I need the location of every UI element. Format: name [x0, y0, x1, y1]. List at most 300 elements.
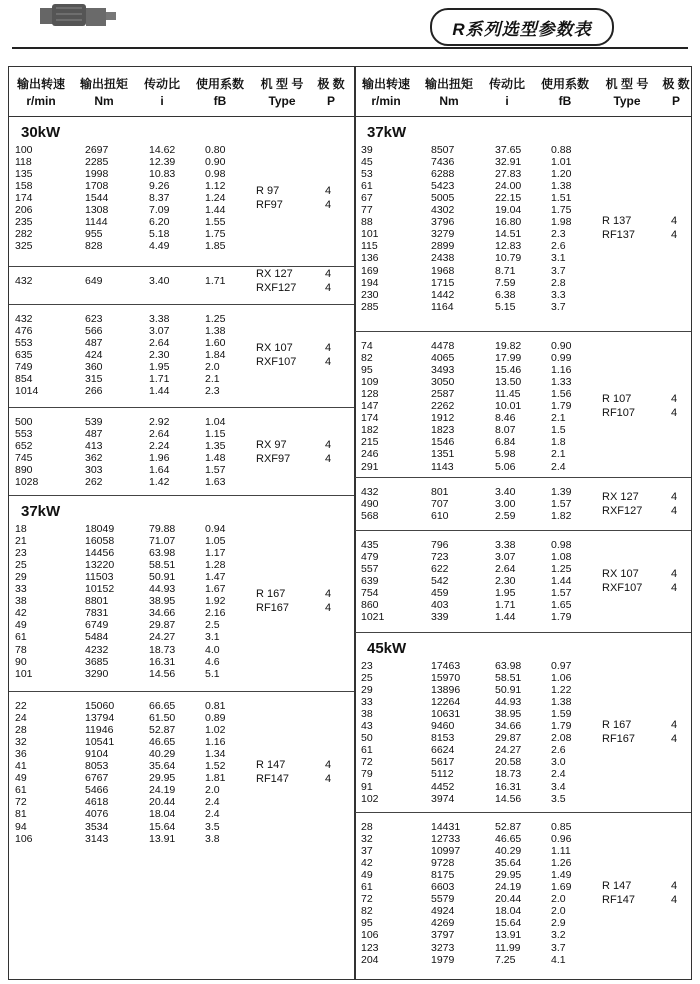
- pole-count: [671, 567, 677, 595]
- header-cell: [358, 76, 414, 110]
- ratio-cell: 15.64: [495, 917, 522, 930]
- service-factor-cell: 1.65: [551, 599, 572, 612]
- service-factor-cell: 3.0: [551, 756, 566, 769]
- ratio-cell: 18.04: [149, 808, 176, 821]
- service-factor-cell: 1.48: [205, 452, 226, 465]
- service-factor-cell: 1.57: [205, 464, 226, 477]
- table-row: [9, 168, 249, 180]
- torque-cell: 303: [85, 464, 103, 477]
- table-row: [9, 796, 249, 808]
- service-factor-cell: 1.33: [551, 376, 572, 389]
- table-row: [9, 547, 249, 559]
- ratio-cell: 5.98: [495, 448, 516, 461]
- model-type: [256, 184, 283, 212]
- torque-cell: 623: [85, 313, 103, 325]
- ratio-cell: 18.73: [149, 643, 176, 656]
- model-group: [9, 117, 354, 267]
- table-row: [355, 277, 595, 289]
- ratio-cell: 2.30: [149, 349, 170, 362]
- torque-cell: 828: [85, 240, 103, 253]
- table-row: [9, 784, 249, 796]
- torque-cell: 2587: [431, 388, 455, 401]
- table-row: [9, 607, 249, 619]
- torque-cell: 2697: [85, 144, 109, 156]
- speed-cell: 45: [361, 156, 373, 169]
- table-row: [355, 424, 595, 436]
- ratio-cell: 35.64: [149, 760, 176, 773]
- torque-cell: 1442: [431, 288, 455, 301]
- table-row: [9, 644, 249, 656]
- service-factor-cell: 1.16: [205, 736, 226, 749]
- model-group: [355, 633, 691, 813]
- header-cell: [482, 76, 532, 110]
- table-row: [355, 833, 595, 845]
- ratio-cell: 1.71: [149, 373, 170, 386]
- speed-cell: 282: [15, 228, 33, 241]
- speed-cell: 115: [361, 240, 378, 253]
- torque-cell: 15060: [85, 700, 115, 712]
- torque-cell: 6603: [431, 881, 455, 894]
- table-row: [355, 144, 595, 156]
- table-row: [9, 808, 249, 820]
- speed-cell: 29: [361, 684, 373, 697]
- speed-cell: 77: [361, 204, 373, 217]
- speed-cell: 82: [361, 352, 373, 365]
- speed-cell: 169: [361, 264, 379, 277]
- pole-count: [325, 184, 331, 212]
- speed-cell: 749: [15, 361, 33, 374]
- table-row: [9, 760, 249, 772]
- pole-value: 4: [671, 582, 678, 595]
- model-type: [256, 341, 296, 369]
- model-type: [602, 567, 642, 595]
- pole-count: [671, 718, 677, 746]
- ratio-cell: 29.87: [495, 732, 522, 745]
- ratio-cell: 13.91: [495, 929, 522, 942]
- service-factor-cell: 1.02: [205, 724, 226, 737]
- model-type-label: RX 127: [256, 268, 293, 281]
- service-factor-cell: 1.75: [551, 204, 572, 217]
- table-row: [355, 575, 595, 587]
- service-factor-cell: 1.67: [205, 583, 226, 596]
- service-factor-cell: 3.1: [205, 631, 220, 644]
- ratio-cell: 20.44: [495, 893, 522, 906]
- ratio-cell: 1.44: [495, 611, 516, 624]
- torque-cell: 3273: [431, 941, 455, 954]
- torque-cell: 3534: [85, 820, 109, 833]
- service-factor-cell: 1.38: [205, 325, 226, 338]
- header-unit: r/min: [371, 94, 401, 108]
- table-row: [9, 656, 249, 668]
- model-type-label: RXF97: [256, 453, 291, 466]
- speed-cell: 61: [15, 631, 27, 644]
- pole-count: [671, 879, 677, 907]
- model-type-label: RXF127: [602, 505, 643, 518]
- speed-cell: 38: [361, 708, 373, 721]
- ratio-cell: 1.71: [495, 599, 516, 612]
- torque-cell: 2438: [431, 252, 455, 265]
- model-group: [9, 692, 354, 981]
- table-row: [355, 672, 595, 684]
- table-row: [355, 744, 595, 756]
- ratio-cell: 12.83: [495, 240, 522, 253]
- service-factor-cell: 1.92: [205, 595, 226, 608]
- service-factor-cell: 1.24: [205, 192, 226, 205]
- torque-cell: 1998: [85, 168, 109, 181]
- table-row: [9, 583, 249, 595]
- speed-cell: 215: [361, 436, 379, 449]
- ratio-cell: 8.71: [495, 264, 516, 277]
- pole-count: [325, 267, 331, 295]
- table-row: [355, 660, 595, 672]
- ratio-cell: 3.07: [149, 325, 170, 338]
- model-type: [256, 587, 289, 615]
- table-row: [355, 364, 595, 376]
- speed-cell: 136: [361, 252, 379, 265]
- service-factor-cell: 3.3: [551, 288, 566, 301]
- model-type-label: RF167: [602, 733, 636, 746]
- ratio-cell: 20.58: [495, 756, 522, 769]
- torque-cell: 1143: [431, 460, 454, 473]
- ratio-cell: 29.95: [495, 869, 522, 882]
- service-factor-cell: 1.47: [205, 571, 226, 584]
- service-factor-cell: 1.63: [205, 476, 226, 489]
- service-factor-cell: 1.12: [205, 180, 226, 193]
- table-row: [9, 476, 249, 488]
- ratio-cell: 29.87: [149, 619, 176, 632]
- speed-cell: 106: [15, 832, 33, 845]
- service-factor-cell: 1.79: [551, 611, 572, 624]
- table-row: [355, 869, 595, 881]
- speed-cell: 568: [361, 510, 379, 523]
- speed-cell: 49: [15, 619, 27, 632]
- ratio-cell: 37.65: [495, 144, 522, 156]
- ratio-cell: 1.64: [149, 464, 170, 477]
- service-factor-cell: 1.04: [205, 416, 226, 428]
- ratio-cell: 34.66: [149, 607, 176, 620]
- torque-cell: 2285: [85, 156, 109, 169]
- speed-cell: 557: [361, 563, 379, 576]
- torque-cell: 8507: [431, 144, 455, 156]
- ratio-cell: 63.98: [495, 660, 522, 672]
- ratio-cell: 52.87: [495, 821, 522, 833]
- ratio-cell: 2.30: [495, 575, 516, 588]
- header-unit: r/min: [26, 94, 56, 108]
- torque-cell: 6624: [431, 744, 455, 757]
- page-title: R系列选型参数表: [430, 8, 614, 46]
- torque-cell: 12733: [431, 833, 461, 846]
- service-factor-cell: 3.1: [551, 252, 566, 265]
- torque-cell: 14456: [85, 547, 115, 560]
- torque-cell: 6767: [85, 772, 109, 785]
- ratio-cell: 16.31: [149, 655, 176, 668]
- torque-cell: 3493: [431, 364, 455, 377]
- speed-cell: 553: [15, 428, 33, 441]
- table-row: [355, 845, 595, 857]
- model-group: [355, 531, 691, 633]
- ratio-cell: 58.51: [149, 559, 176, 572]
- ratio-cell: 5.15: [495, 300, 516, 313]
- service-factor-cell: 1.8: [551, 436, 566, 449]
- speed-cell: 38: [15, 595, 27, 608]
- ratio-cell: 61.50: [149, 712, 176, 725]
- table-row: [9, 361, 249, 373]
- service-factor-cell: 1.98: [551, 216, 572, 229]
- gearmotor-icon: [40, 2, 120, 28]
- speed-cell: 72: [15, 796, 27, 809]
- model-type-label: R 147: [256, 759, 286, 772]
- torque-cell: 1144: [85, 216, 108, 229]
- service-factor-cell: 1.81: [205, 772, 226, 785]
- torque-cell: 9460: [431, 720, 455, 733]
- torque-cell: 5466: [85, 784, 109, 797]
- ratio-cell: 3.38: [495, 539, 516, 551]
- ratio-cell: 6.84: [495, 436, 516, 449]
- ratio-cell: 24.19: [495, 881, 522, 894]
- table-row: [9, 631, 249, 643]
- service-factor-cell: 1.51: [551, 192, 572, 205]
- torque-cell: 610: [431, 510, 449, 523]
- torque-cell: 315: [85, 373, 103, 386]
- table-row: [355, 768, 595, 780]
- model-type-label: R 167: [602, 719, 632, 732]
- speed-cell: 890: [15, 464, 33, 477]
- service-factor-cell: 4.6: [205, 655, 220, 668]
- ratio-cell: 16.31: [495, 780, 522, 793]
- header-cell: [659, 76, 693, 110]
- model-group: [9, 408, 354, 496]
- table-row: [355, 756, 595, 768]
- header-unit: Type: [268, 94, 296, 108]
- service-factor-cell: 0.85: [551, 821, 572, 833]
- model-type-label: RF97: [256, 199, 283, 212]
- service-factor-cell: 1.26: [551, 857, 572, 870]
- table-row: [355, 168, 595, 180]
- service-factor-cell: 0.88: [551, 144, 572, 156]
- ratio-cell: 11.45: [495, 388, 521, 401]
- ratio-cell: 2.64: [149, 337, 170, 350]
- header-cn: 极 数: [317, 77, 345, 91]
- table-row: [355, 240, 595, 252]
- torque-cell: 3796: [431, 216, 455, 229]
- speed-cell: 745: [15, 452, 33, 465]
- header-cell: [314, 76, 348, 110]
- ratio-cell: 46.65: [149, 736, 176, 749]
- table-row: [355, 252, 595, 264]
- speed-cell: 78: [15, 643, 27, 656]
- header-cell: [191, 76, 249, 110]
- header-unit: i: [505, 94, 509, 108]
- speed-cell: 49: [361, 869, 373, 882]
- ratio-cell: 1.44: [149, 385, 170, 398]
- speed-cell: 18: [15, 523, 27, 535]
- ratio-cell: 3.38: [149, 313, 170, 325]
- model-group: [9, 305, 354, 408]
- pole-count: [671, 490, 677, 518]
- model-group: [9, 267, 354, 305]
- model-group: [355, 478, 691, 531]
- speed-cell: 100: [15, 144, 33, 156]
- ratio-cell: 34.66: [495, 720, 522, 733]
- header-unit: Nm: [439, 94, 459, 108]
- service-factor-cell: 1.28: [205, 559, 226, 572]
- service-factor-cell: 2.1: [551, 412, 566, 425]
- model-type: [602, 490, 642, 518]
- torque-cell: 3143: [85, 832, 109, 845]
- torque-cell: 5112: [431, 768, 454, 781]
- torque-cell: 3279: [431, 228, 455, 241]
- ratio-cell: 3.07: [495, 551, 516, 564]
- header-cn: 输出扭矩: [424, 77, 473, 91]
- ratio-cell: 7.09: [149, 204, 170, 217]
- torque-cell: 9728: [431, 857, 455, 870]
- pole-value: 4: [671, 393, 678, 406]
- table-row: [9, 313, 249, 325]
- ratio-cell: 46.65: [495, 833, 522, 846]
- speed-cell: 158: [15, 180, 33, 193]
- ratio-cell: 16.80: [495, 216, 522, 229]
- service-factor-cell: 1.22: [551, 684, 572, 697]
- ratio-cell: 5.18: [149, 228, 170, 241]
- speed-cell: 476: [15, 325, 33, 338]
- pole-value: 4: [325, 185, 332, 198]
- model-type-label: R 147: [602, 880, 632, 893]
- service-factor-cell: 2.3: [205, 385, 220, 398]
- table-row: [9, 712, 249, 724]
- ratio-cell: 13.50: [495, 376, 522, 389]
- model-type-label: RX 107: [602, 568, 639, 581]
- table-row: [9, 440, 249, 452]
- model-type: [602, 214, 635, 242]
- model-type-label: RF137: [602, 229, 636, 242]
- speed-cell: 22: [15, 700, 27, 712]
- ratio-cell: 1.42: [149, 476, 170, 489]
- model-type-label: RXF107: [256, 356, 297, 369]
- model-type-label: RF167: [256, 602, 290, 615]
- service-factor-cell: 2.4: [551, 768, 566, 781]
- torque-cell: 413: [85, 440, 103, 453]
- torque-cell: 4302: [431, 204, 455, 217]
- table-row: [355, 942, 595, 954]
- ratio-cell: 7.25: [495, 953, 516, 966]
- model-type-label: R 97: [256, 185, 280, 198]
- ratio-cell: 6.20: [149, 216, 170, 229]
- power-rating: 37kW: [21, 503, 61, 520]
- speed-cell: 432: [361, 486, 379, 498]
- header-cn: 输出转速: [16, 77, 65, 91]
- table-row: [355, 156, 595, 168]
- ratio-cell: 13.91: [149, 832, 176, 845]
- table-row: [355, 857, 595, 869]
- service-factor-cell: 2.5: [205, 619, 220, 632]
- speed-cell: 182: [361, 424, 379, 437]
- ratio-cell: 52.87: [149, 724, 176, 737]
- torque-cell: 7831: [85, 607, 109, 620]
- table-row: [355, 684, 595, 696]
- table-row: [9, 416, 249, 428]
- torque-cell: 5579: [431, 893, 455, 906]
- table-row: [355, 563, 595, 575]
- speed-cell: 37: [361, 845, 373, 858]
- model-group: [355, 332, 691, 478]
- torque-cell: 1823: [431, 424, 455, 437]
- torque-cell: 487: [85, 428, 103, 441]
- speed-cell: 101: [361, 228, 379, 241]
- ratio-cell: 71.07: [149, 535, 176, 548]
- header-cell: [420, 76, 478, 110]
- torque-cell: 649: [85, 275, 103, 287]
- torque-cell: 5423: [431, 180, 455, 193]
- speed-cell: 41: [15, 760, 27, 773]
- ratio-cell: 8.46: [495, 412, 516, 425]
- torque-cell: 2262: [431, 400, 455, 413]
- pole-value: 4: [671, 568, 678, 581]
- ratio-cell: 29.95: [149, 772, 176, 785]
- ratio-cell: 14.56: [495, 792, 522, 805]
- torque-cell: 362: [85, 452, 103, 465]
- torque-cell: 13220: [85, 559, 115, 572]
- ratio-cell: 18.73: [495, 768, 522, 781]
- speed-cell: 95: [361, 364, 373, 377]
- ratio-cell: 7.59: [495, 276, 516, 289]
- header-cn: 传动比: [488, 77, 525, 91]
- speed-cell: 79: [361, 768, 373, 781]
- pole-count: [325, 438, 331, 466]
- speed-cell: 33: [361, 696, 373, 709]
- service-factor-cell: 1.11: [551, 845, 571, 858]
- header-cn: 机 型 号: [605, 77, 649, 91]
- speed-cell: 23: [15, 547, 27, 560]
- service-factor-cell: 1.25: [551, 563, 572, 576]
- pole-count: [325, 758, 331, 786]
- service-factor-cell: 0.90: [551, 340, 572, 352]
- service-factor-cell: 3.2: [551, 929, 566, 942]
- speed-cell: 639: [361, 575, 379, 588]
- table-row: [9, 204, 249, 216]
- torque-cell: 1164: [431, 300, 454, 313]
- torque-cell: 11946: [85, 724, 114, 737]
- model-group: [9, 496, 354, 692]
- table-row: [9, 240, 249, 252]
- header-divider: [12, 47, 688, 49]
- service-factor-cell: 2.0: [551, 905, 566, 918]
- torque-cell: 15970: [431, 672, 461, 685]
- torque-cell: 6749: [85, 619, 109, 632]
- ratio-cell: 6.38: [495, 288, 516, 301]
- speed-cell: 29: [15, 571, 27, 584]
- ratio-cell: 40.29: [495, 845, 522, 858]
- speed-cell: 479: [361, 551, 379, 564]
- speed-cell: 147: [361, 400, 379, 413]
- service-factor-cell: 0.96: [551, 833, 572, 846]
- speed-cell: 43: [361, 720, 373, 733]
- header-unit: P: [671, 94, 680, 108]
- table-row: [9, 535, 249, 547]
- torque-cell: 18049: [85, 523, 115, 535]
- torque-cell: 13794: [85, 712, 115, 725]
- ratio-cell: 27.83: [495, 168, 522, 181]
- service-factor-cell: 2.4: [205, 808, 220, 821]
- torque-cell: 17463: [431, 660, 461, 672]
- service-factor-cell: 1.55: [205, 216, 226, 229]
- speed-cell: 61: [15, 784, 27, 797]
- model-type: [256, 758, 289, 786]
- table-row: [355, 954, 595, 966]
- table-row: [355, 204, 595, 216]
- speed-cell: 235: [15, 216, 33, 229]
- service-factor-cell: 2.9: [551, 917, 566, 930]
- torque-cell: 1968: [431, 264, 455, 277]
